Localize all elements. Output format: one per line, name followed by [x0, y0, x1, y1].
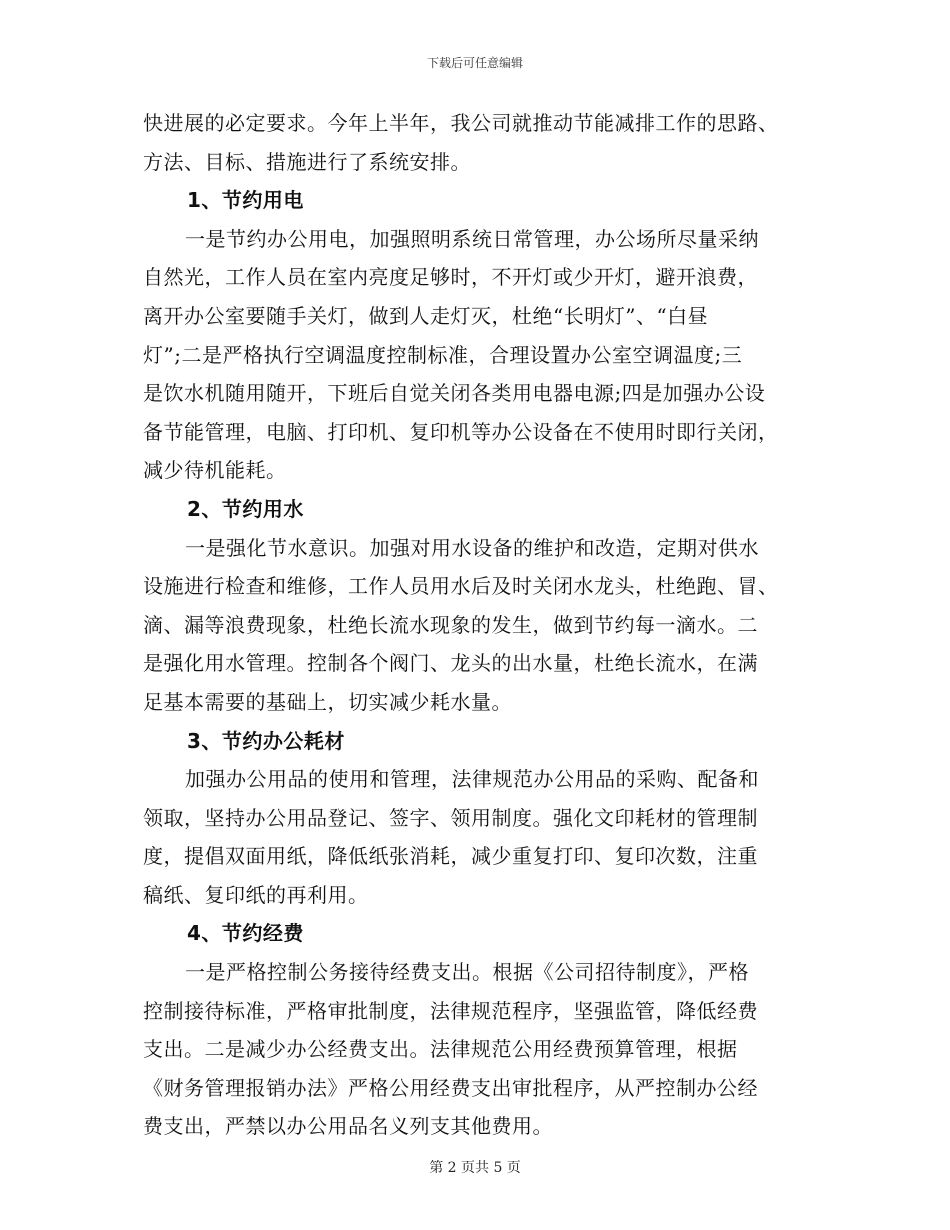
section-heading: 1、节约用电	[187, 188, 304, 213]
paragraph-line: 灯”;二是严格执行空调温度控制标准，合理设置办公室空调温度;三	[143, 342, 743, 367]
paragraph-line: 度，提倡双面用纸，降低纸张消耗，减少重复打印、复印次数，注重	[143, 844, 758, 869]
page-footer: 第 2 页共 5 页	[429, 1160, 521, 1176]
paragraph-line: 一是节约办公用电，加强照明系统日常管理，办公场所尽量采纳	[185, 226, 759, 251]
section-heading: 3、节约办公耗材	[187, 728, 345, 753]
section-heading: 2、节约用水	[187, 496, 304, 521]
paragraph-line: 费支出，严禁以办公用品名义列支其他费用。	[143, 1114, 553, 1139]
paragraph-line: 一是强化节水意识。加强对用水设备的维护和改造，定期对供水	[185, 535, 759, 560]
paragraph-line: 一是严格控制公务接待经费支出。根据《公司招待制度》，严格	[185, 960, 749, 985]
paragraph-line: 方法、目标、措施进行了系统安排。	[143, 149, 471, 174]
page-header: 下载后可任意编辑	[426, 56, 523, 70]
paragraph-line: 加强办公用品的使用和管理，法律规范办公用品的采购、配备和	[185, 767, 759, 792]
paragraph-line: 减少待机能耗。	[143, 458, 287, 483]
paragraph-line: 离开办公室要随手关灯，做到人走灯灭，杜绝“长明灯”、“白昼	[143, 303, 709, 328]
paragraph-line: 《财务管理报销办法》严格公用经费支出审批程序，从严控制办公经	[143, 1075, 758, 1100]
document-body	[143, 104, 808, 1146]
paragraph-line: 是饮水机随用随开，下班后自觉关闭各类用电器电源;四是加强办公设	[143, 381, 766, 406]
paragraph-line: 设施进行检查和维修，工作人员用水后及时关闭水龙头，杜绝跑、冒、	[143, 574, 779, 599]
paragraph-line: 是强化用水管理。控制各个阀门、龙头的出水量，杜绝长流水，在满	[143, 651, 758, 676]
paragraph-line: 滴、漏等浪费现象，杜绝长流水现象的发生，做到节约每一滴水。二	[143, 612, 758, 637]
paragraph-line: 控制接待标准，严格审批制度，法律规范程序，坚强监管，降低经费	[143, 998, 758, 1023]
paragraph-line: 足基本需要的基础上，切实减少耗水量。	[143, 689, 512, 714]
paragraph-line: 自然光，工作人员在室内亮度足够时，不开灯或少开灯，避开浪费，	[143, 265, 758, 290]
paragraph-line: 稿纸、复印纸的再利用。	[143, 882, 369, 907]
paragraph-line: 支出。二是减少办公经费支出。法律规范公用经费预算管理，根据	[143, 1037, 738, 1062]
paragraph-line: 领取，坚持办公用品登记、签字、领用制度。强化文印耗材的管理制	[143, 805, 758, 830]
paragraph-line: 备节能管理，电脑、打印机、复印机等办公设备在不使用时即行关闭，	[143, 419, 779, 444]
paragraph-line: 快进展的必定要求。今年上半年，我公司就推动节能减排工作的思路、	[143, 111, 779, 135]
section-heading: 4、节约经费	[187, 921, 304, 946]
